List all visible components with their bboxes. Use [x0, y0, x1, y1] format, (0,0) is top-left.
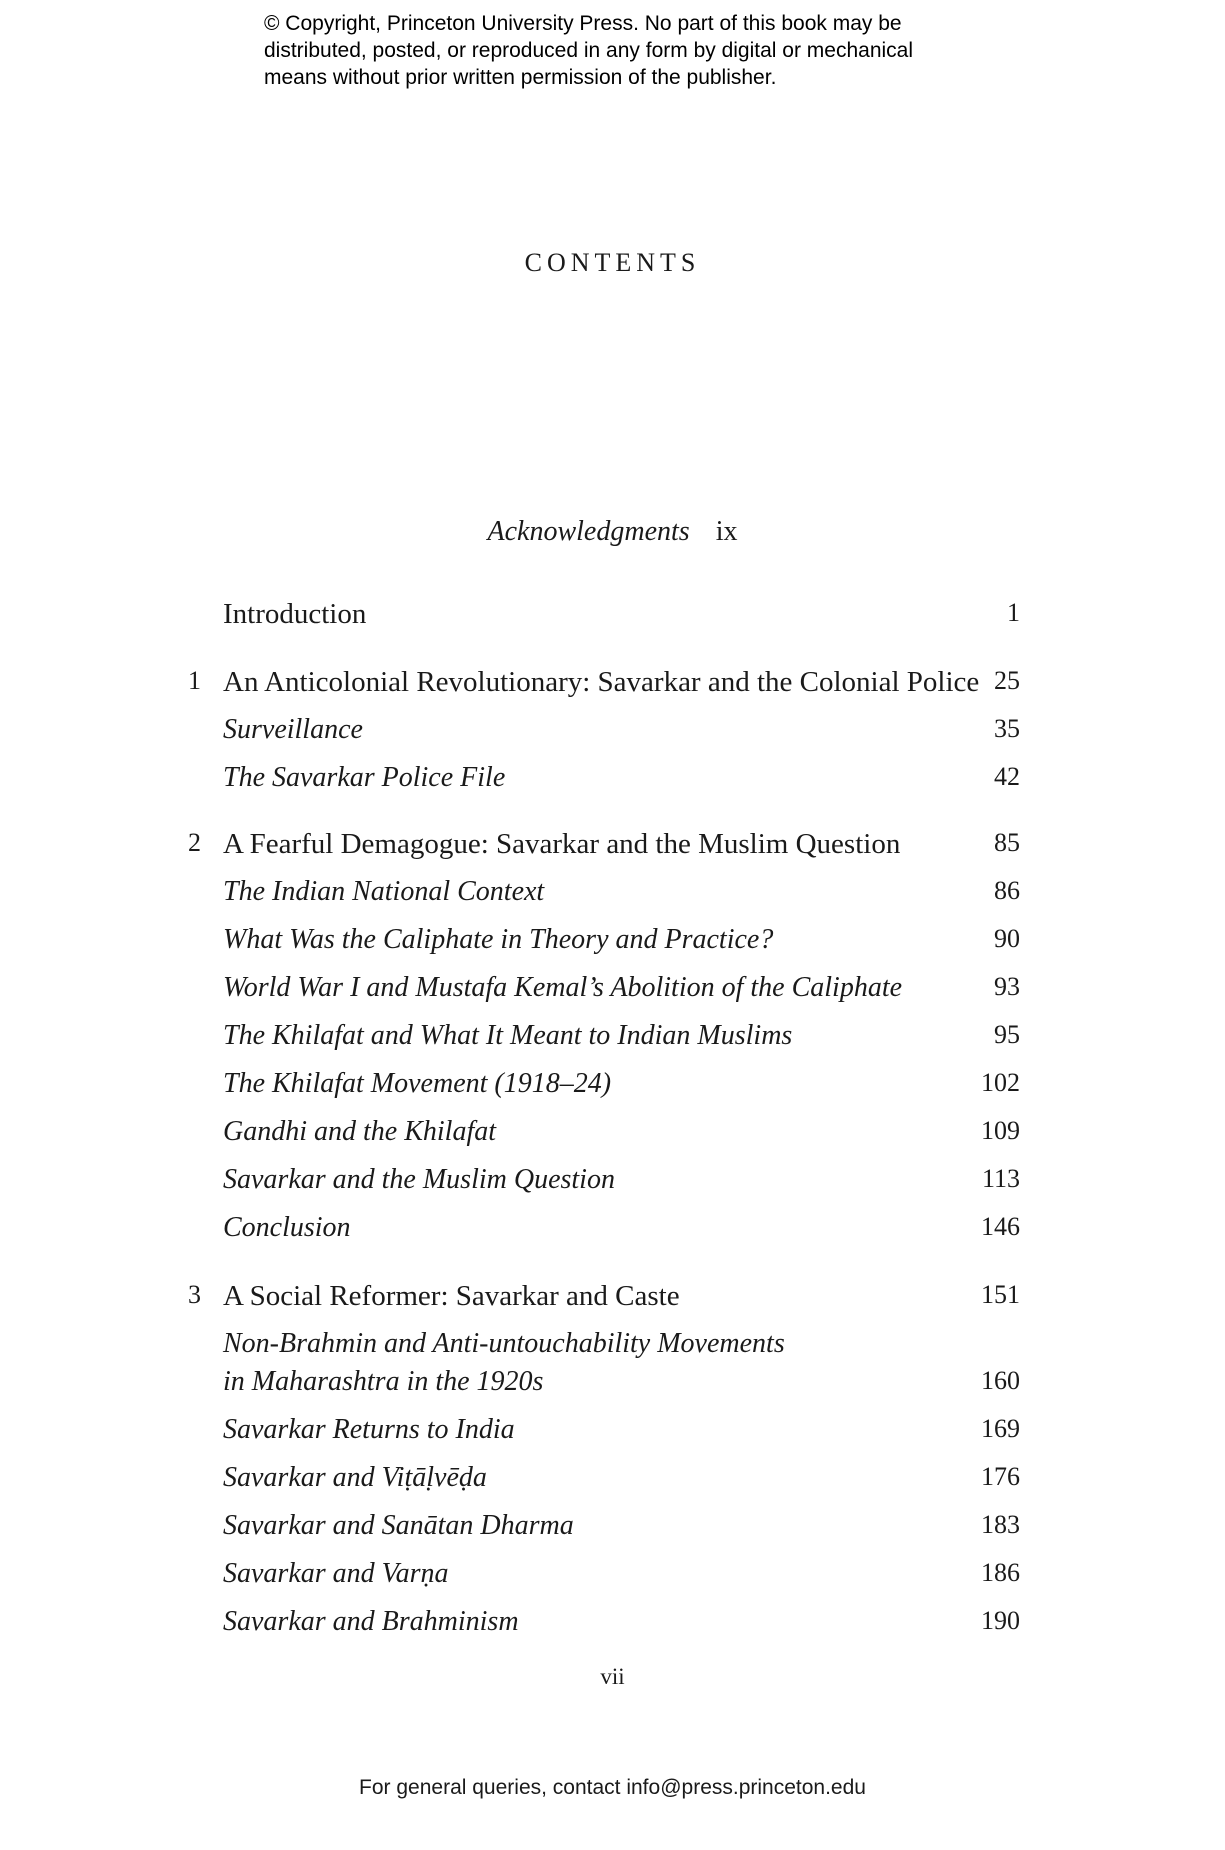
toc-entry-page: 146: [981, 1212, 1020, 1241]
toc-entry-page: 190: [981, 1606, 1020, 1635]
toc-entry-page: 35: [994, 714, 1020, 743]
toc-section: [0, 714, 1225, 754]
toc-section: [0, 1558, 1225, 1598]
toc-entry-title: A Social Reformer: Savarkar and Caste: [223, 1280, 680, 1312]
toc-entry-title: Conclusion: [223, 1212, 351, 1243]
toc-entry-title: Savarkar and Brahminism: [223, 1606, 519, 1637]
toc-section: [0, 762, 1225, 802]
toc-section: [0, 1606, 1225, 1646]
copyright-notice: [264, 10, 1024, 91]
toc-section: [0, 1212, 1225, 1252]
toc-entry-page: 160: [981, 1366, 1020, 1395]
toc-entry-title: The Khilafat Movement (1918–24): [223, 1068, 612, 1099]
toc-chapter: [0, 828, 1225, 868]
toc-entry-page: 1: [1007, 598, 1020, 627]
toc-entry-title: Savarkar and Viṭāḷvēḍa: [223, 1462, 487, 1493]
chapter-number: 1: [188, 666, 201, 695]
toc-entry-title: A Fearful Demagogue: Savarkar and the Muslim Question: [223, 828, 901, 860]
toc-entry-title: What Was the Caliphate in Theory and Practice?: [223, 924, 774, 955]
toc-entry-page: 176: [981, 1462, 1020, 1491]
toc-section: [0, 972, 1225, 1012]
toc-entry-page: 109: [981, 1116, 1020, 1145]
toc-chapter: [0, 666, 1225, 706]
toc-entry-title: Non-Brahmin and Anti-untouchability Movements: [223, 1328, 785, 1359]
toc-entry-title: World War I and Mustafa Kemal’s Abolition of the Caliphate: [223, 972, 903, 1003]
toc-entry-title: Savarkar and Sanātan Dharma: [223, 1510, 574, 1541]
toc-entry-page: 42: [994, 762, 1020, 791]
contact-footer: For general queries, contact info@press.princeton.edu: [359, 1776, 866, 1799]
copyright-line: means without prior written permission of the publisher.: [264, 66, 777, 89]
toc-section: [0, 1366, 1225, 1406]
toc-entry: [0, 598, 1225, 638]
toc-entry-page: 95: [994, 1020, 1020, 1049]
toc-entry-title: Savarkar and the Muslim Question: [223, 1164, 615, 1195]
toc-section: [0, 876, 1225, 916]
toc-section: [0, 1510, 1225, 1550]
toc-entry-page: 86: [994, 876, 1020, 905]
toc-section: [0, 1020, 1225, 1060]
toc-entry-page: 183: [981, 1510, 1020, 1539]
toc-entry-title: Surveillance: [223, 714, 363, 745]
copyright-line: distributed, posted, or reproduced in any form by digital or mechanical: [264, 39, 914, 62]
toc-entry-page: 90: [994, 924, 1020, 953]
toc-section: [0, 1328, 1225, 1368]
toc-section: [0, 1462, 1225, 1502]
toc-entry-title: Introduction: [223, 598, 367, 630]
copyright-line: © Copyright, Princeton University Press. No part of this book may be: [264, 12, 902, 35]
contents-heading: CONTENTS: [524, 248, 701, 277]
toc-entry-page: 186: [981, 1558, 1020, 1587]
toc-section: [0, 1116, 1225, 1156]
page-number: vii: [600, 1664, 625, 1689]
chapter-number: 3: [188, 1280, 201, 1309]
toc-entry-title: in Maharashtra in the 1920s: [223, 1366, 544, 1397]
toc-entry-title: Gandhi and the Khilafat: [223, 1116, 496, 1147]
toc-entry-title: Savarkar Returns to India: [223, 1414, 515, 1445]
toc-section: [0, 1164, 1225, 1204]
toc-chapter: [0, 1280, 1225, 1320]
toc-entry-page: 169: [981, 1414, 1020, 1443]
toc-entry-title: The Khilafat and What It Meant to Indian Muslims: [223, 1020, 793, 1051]
chapter-number: 2: [188, 828, 201, 857]
toc-entry-acknowledgments: [0, 516, 1225, 548]
toc-section: [0, 1068, 1225, 1108]
toc-entry-page: ix: [715, 516, 738, 547]
toc-entry-page: 151: [981, 1280, 1020, 1309]
toc-entry-page: 85: [994, 828, 1020, 857]
toc-entry-title: Acknowledgments: [487, 516, 690, 547]
toc-entry-page: 113: [981, 1164, 1020, 1193]
toc-entry-title: The Savarkar Police File: [223, 762, 506, 793]
toc-entry-page: 93: [994, 972, 1020, 1001]
toc-section: [0, 1414, 1225, 1454]
toc-entry-title: The Indian National Context: [223, 876, 545, 907]
toc-entry-title: Savarkar and Varṇa: [223, 1558, 449, 1589]
toc-entry-title: An Anticolonial Revolutionary: Savarkar and the Colonial Police: [223, 666, 980, 698]
toc-section: [0, 924, 1225, 964]
toc-entry-page: 25: [994, 666, 1020, 695]
toc-entry-page: 102: [981, 1068, 1020, 1097]
